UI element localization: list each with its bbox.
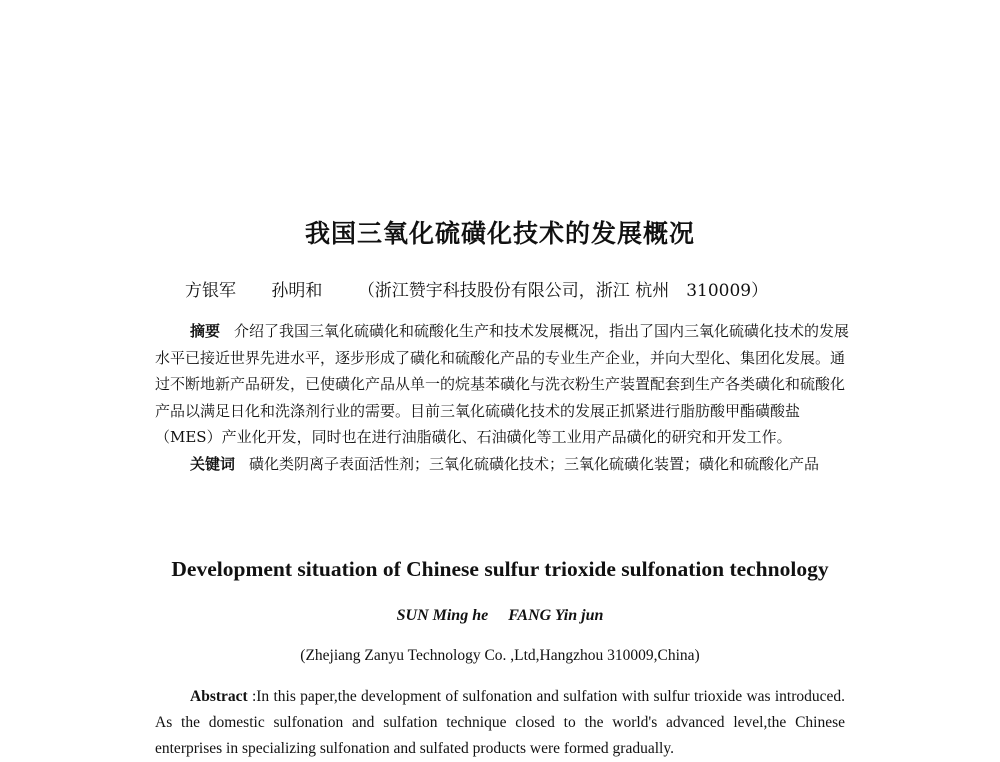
keywords-cn-text: 磺化类阴离子表面活性剂；三氧化硫磺化技术；三氧化硫磺化装置；磺化和硫酸化产品 bbox=[249, 454, 820, 473]
author-cn-1: 方银军 bbox=[185, 281, 236, 301]
english-byline bbox=[0, 607, 1000, 625]
abstract-en-paragraph bbox=[155, 684, 845, 762]
abstract-cn-label: 摘要 bbox=[190, 322, 221, 340]
abstract-cn-text: 介绍了我国三氧化硫磺化和硫酸化生产和技术发展概况，指出了国内三氧化硫磺化技术的发展水平已接近世界先进水平，逐步形成了磺化和硫酸化产品的专业生产企业，并向大型化、集团化发展。通过不断地新产品研发，已使磺化产品从单一的烷基苯磺化与洗衣粉生产装置配套到生产各类磺化和硫酸化产品以满足日化和洗涤剂行业的需要。目前三氧化硫磺化技术的发展正抓紧进行脂肪酸甲酯磺酸盐（MES）产业化开发，同时也在进行油脂磺化、石油磺化等工业用产品磺化的研究和开发工作。 bbox=[155, 322, 850, 446]
chinese-abstract bbox=[155, 318, 855, 477]
english-abstract bbox=[155, 684, 845, 762]
abstract-cn-paragraph bbox=[155, 318, 855, 451]
keywords-cn-label: 关键词 bbox=[190, 454, 236, 473]
abstract-en-label: Abstract bbox=[190, 688, 248, 705]
abstract-en-text: :In this paper,the development of sulfonation and sulfation with sulfur trioxide was introduced. As the domestic sulfonation and sulfation technique closed to the world's advanced level,the Chinese enterprises in specializing sulfonation and sulfated products were formed gradually. bbox=[155, 688, 845, 757]
author-en-2: FANG Yin jun bbox=[508, 607, 604, 624]
english-title: Development situation of Chinese sulfur trioxide sulfonation technology bbox=[171, 557, 829, 581]
chinese-byline bbox=[185, 276, 798, 301]
affiliation-en: (Zhejiang Zanyu Technology Co. ,Ltd,Hangzhou 310009,China) bbox=[300, 647, 700, 664]
chinese-title: 我国三氧化硫磺化技术的发展概况 bbox=[304, 219, 695, 248]
affiliation-cn: （浙江赞宇科技股份有限公司，浙江 杭州 310009） bbox=[357, 281, 769, 301]
keywords-cn-paragraph bbox=[155, 451, 855, 478]
author-en-1: SUN Ming he bbox=[396, 607, 489, 624]
author-cn-2: 孙明和 bbox=[271, 281, 323, 301]
